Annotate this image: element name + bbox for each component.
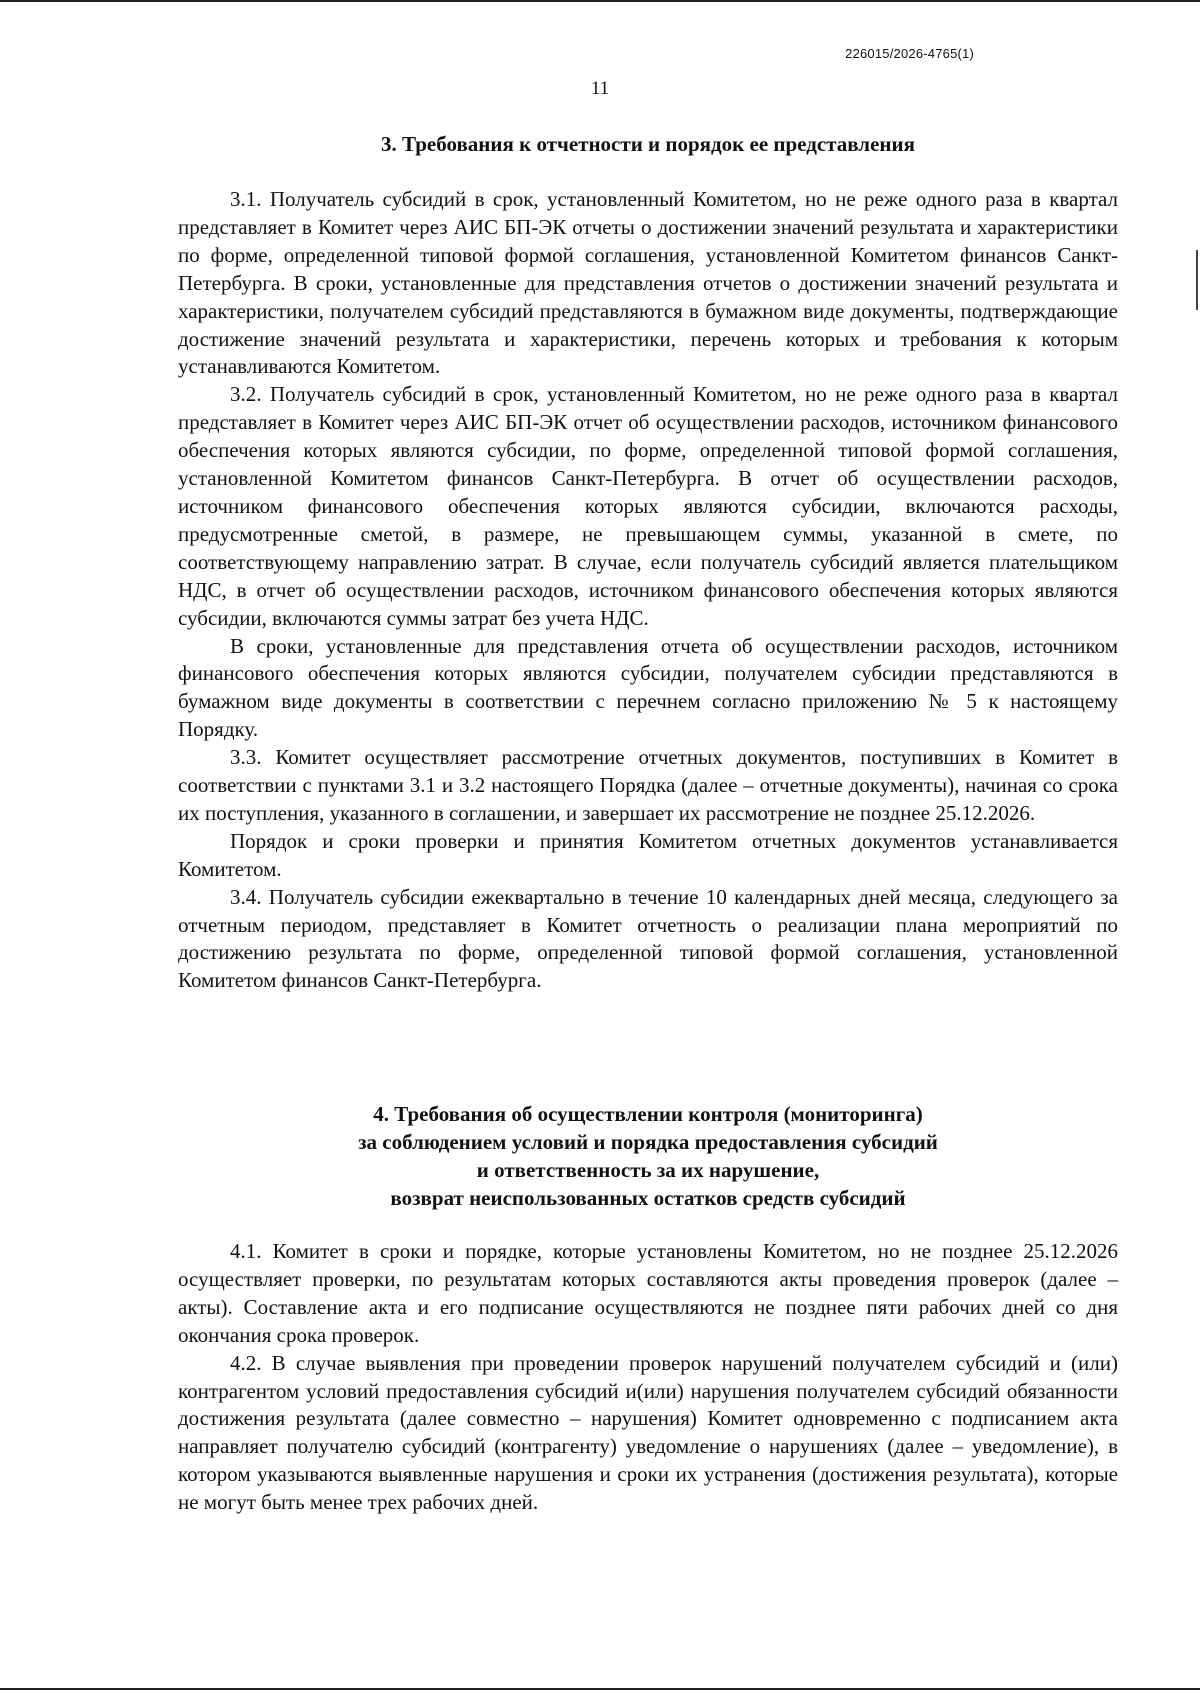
document-id: 226015/2026-4765(1) [845,46,974,61]
paragraph-4-1: 4.1. Комитет в сроки и порядке, которые установлены Комитетом, но не позднее 25.12.2026 осуществляет проверки, по результатам которых составляются акты проведения проверок (далее – акты). Составление акта и его подписание осуществляются не позднее пяти рабочих дней со дня окончания срока проверок. [178,1239,1118,1347]
section-4-heading-line: возврат неиспользованных остатков средств субсидий [390,1186,906,1210]
section-4-body [178,1238,1118,1517]
page-number: 11 [590,78,610,99]
scan-edge-mark [1196,250,1198,310]
paragraph-3-3: 3.3. Комитет осуществляет рассмотрение отчетных документов, поступивших в Комитет в соответствии с пунктами 3.1 и 3.2 настоящего Порядка (далее – отчетные документы), начиная со срока их поступления, указанного в соглашении, и завершает их рассмотрение не позднее 25.12.2026. [178,745,1118,825]
section-4-heading [178,1100,1118,1212]
paragraph-3-2-deadlines: В сроки, установленные для представления отчета об осуществлении расходов, источником финансового обеспечения которых являются субсидии, получателем субсидии представляются в бумажном виде документы в соответствии с перечнем согласно приложению № 5 к настоящему Порядку. [178,633,1118,742]
paragraph-3-1: 3.1. Получатель субсидий в срок, установленный Комитетом, но не реже одного раза в квартал представляет в Комитет через АИС БП-ЭК отчеты о достижении значений результата и характеристики по форме, определенной типовой формой соглашения, установленной Комитетом финансов Санкт-Петербурга. В сроки, установленные для представления отчетов о достижении значений результата и характеристики, получателем субсидий представляются в бумажном виде документы, подтверждающие достижение значений результата и характеристики, перечень которых и требования к которым устанавливаются Комитетом. [178,187,1118,379]
paragraph-3-4: 3.4. Получатель субсидии ежеквартально в течение 10 календарных дней месяца, следующего за отчетным периодом, представляет в Комитет отчетность о реализации плана мероприятий по достижению результата по форме, определенной типовой формой соглашения, установленной Комитетом финансов Санкт-Петербурга. [178,884,1118,993]
paragraph-3-3-procedure: Порядок и сроки проверки и принятия Комитетом отчетных документов устанавливается Комитетом. [178,828,1118,881]
section-3-heading: 3. Требования к отчетности и порядок ее представления [381,132,915,156]
section-4-heading-line: и ответственность за их нарушение, [476,1158,820,1182]
scan-border-bottom [0,1688,1200,1690]
section-4-heading-line: 4. Требования об осуществлении контроля (мониторинга) [373,1102,923,1126]
section-4-heading-line: за соблюдением условий и порядка предоставления субсидий [358,1130,938,1154]
paragraph-3-2: 3.2. Получатель субсидий в срок, установленный Комитетом, но не реже одного раза в квартал представляет в Комитет через АИС БП-ЭК отчет об осуществлении расходов, источником финансового обеспечения которых являются субсидии, по форме, определенной типовой формой соглашения, установленной Комитетом финансов Санкт-Петербурга. В отчет об осуществлении расходов, источником финансового обеспечения которых являются субсидии, включаются расходы, предусмотренные сметой, в размере, не превышающем суммы, указанной в смете, по соответствующему направлению затрат. В случае, если получатель субсидий является плательщиком НДС, в отчет об осуществлении расходов, источником финансового обеспечения которых являются субсидии, включаются суммы затрат без учета НДС. [178,382,1118,630]
section-3-body [178,186,1118,995]
scan-border-top [0,0,1200,2]
paragraph-4-2: 4.2. В случае выявления при проведении проверок нарушений получателем субсидий и (или) контрагентом условий предоставления субсидий и(или) нарушения получателем субсидий обязанности достижения результата (далее совместно – нарушения) Комитет одновременно с подписанием акта направляет получателю субсидий (контрагенту) уведомление о нарушениях (далее – уведомление), в котором указываются выявленные нарушения и сроки их устранения (достижения результата), которые не могут быть менее трех рабочих дней. [178,1350,1118,1515]
